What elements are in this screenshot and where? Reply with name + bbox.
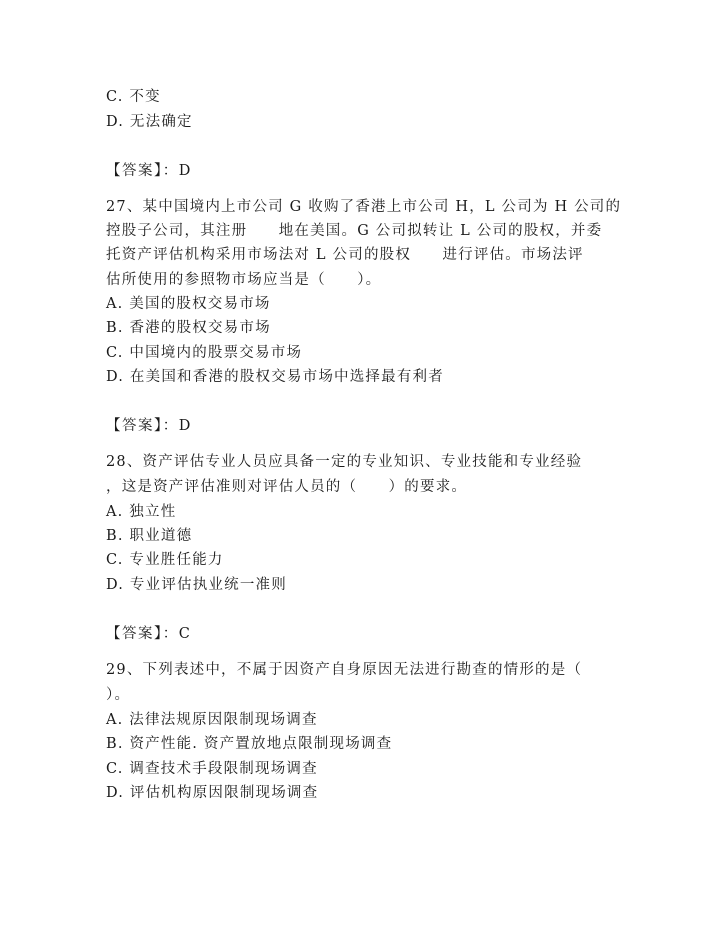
question-28-option-c: C. 专业胜任能力 [106,552,224,568]
question-27-stem-line: 控股子公司，其注册 地在美国。G 公司拟转让 L 公司的股权，并委 [106,223,603,239]
question-27-option-c: C. 中国境内的股票交易市场 [106,345,303,361]
answer-label: 【答案】：D [106,163,192,179]
question-27-option-d: D. 在美国和香港的股权交易市场中选择最有利者 [106,369,444,385]
question-29-stem-line: 29、下列表述中，不属于因资产自身原因无法进行勘查的情形的是（ [106,662,583,678]
answer-label: 【答案】：D [106,418,192,434]
option-c: C. 不变 [106,89,161,105]
question-27-stem-line: 托资产评估机构采用市场法对 L 公司的股权 进行评估。市场法评 [106,247,584,263]
question-28-stem-line: ，这是资产评估准则对评估人员的（ ）的要求。 [106,479,468,495]
option-d: D. 无法确定 [106,114,193,130]
question-29-option-d: D. 评估机构原因限制现场调查 [106,785,319,801]
question-27-stem-line: 估所使用的参照物市场应当是（ ）。 [106,272,382,288]
question-29-option-c: C. 调查技术手段限制现场调查 [106,761,318,777]
question-28-stem-line: 28、资产评估专业人员应具备一定的专业知识、专业技能和专业经验 [106,454,583,470]
question-29-option-a: A. 法律法规原因限制现场调查 [106,712,318,728]
question-28-option-b: B. 职业道德 [106,528,193,544]
question-27-option-b: B. 香港的股权交易市场 [106,320,271,336]
question-29-option-b: B. 资产性能. 资产置放地点限制现场调查 [106,736,393,752]
question-29-stem-line: ）。 [106,687,131,703]
question-27-stem-line: 27、某中国境内上市公司 G 收购了香港上市公司 H，L 公司为 H 公司的 [106,199,622,215]
question-28-option-d: D. 专业评估执业统一准则 [106,577,287,593]
question-28-option-a: A. 独立性 [106,504,177,520]
answer-label: 【答案】：C [106,626,192,642]
question-27-option-a: A. 美国的股权交易市场 [106,296,271,312]
